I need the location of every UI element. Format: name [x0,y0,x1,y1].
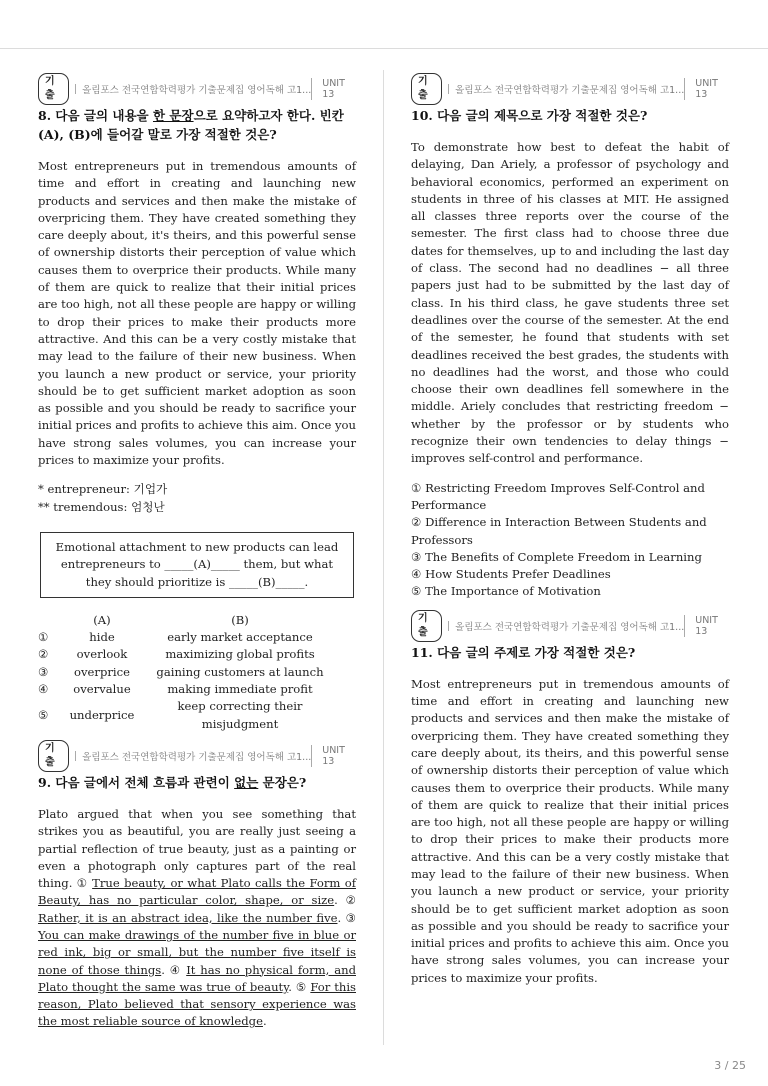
summary-box: Emotional attachment to new products can lead entrepreneurs to _____(A)_____ them, but what they should prioritize is _____(B)_____. [40,532,354,598]
question-title: 9. 다음 글에서 전체 흐름과 관련이 없는 문장은? [38,774,307,790]
page-number: 3 / 25 [714,1059,746,1072]
sentence-1[interactable]: True beauty, or what Plato calls the Form of Beauty, has no particular color, shape, or size [38,876,356,908]
passage: Most entrepreneurs put in tremendous amounts of time and effort in creating and launching new products and services and then make the mistake of overpricing them. They have created something they care deeply about, its theirs, and this powerful sense of ownership distorts their perception of value which causes them to overprice their products. While many of them are quick to realize that their initial prices are too high, not all these people are happy or willing to drop their prices to make their products more attractive. And this can be a very costly mistake that may lead to the failure of their new business. When you launch a new product or service, your priority should be to get sufficient market adoption as soon as possible and you should be ready to sacrifice your initial prices and profits to achieve this aim. Once you have strong sales volumes, you can increase your prices to maximize your profits. [411,676,729,985]
option-row[interactable]: ③ overprice gaining customers at launch [38,664,324,679]
right-column [411,76,729,987]
top-rule [0,48,768,49]
unit-label: UNIT 13 [311,745,356,767]
question-10 [411,76,729,601]
passage: Most entrepreneurs put in tremendous amounts of time and effort in creating and launching new products and services and then make the mistake of overpricing them. They have created something they care deeply about, it's theirs, and this powerful sense of ownership distorts their perception of value which causes them to overprice their products. While many of them are quick to realize that their initial prices are too high, not all these people are happy or willing to drop their prices to make their products more attractive. And this can be a very costly mistake that may lead to the failure of their new business. When you launch a new product or service, your priority should be to get sufficient market adoption as soon as possible and you should be ready to sacrifice your initial prices and profits to achieve this aim. Once you have strong sales volumes, you can increase your prices to maximize your profits. [38,159,356,468]
gichul-badge: 기출 [38,73,69,105]
source-label: 올림포스 전국연합학력평가 기출문제집 영어독해 고1... [82,751,312,763]
sentence-2[interactable]: Rather, it is an abstract idea, like the number five [38,910,338,925]
question-title: 11. 다음 글의 주제로 가장 적절한 것은? [411,644,636,660]
source-label: 올림포스 전국연합학력평가 기출문제집 영어독해 고1... [455,85,685,96]
choice-item[interactable]: ⑤ The Importance of Motivation [411,584,601,599]
footnote: ** tremendous: 엄청난 [38,499,165,514]
question-title: 8. 다음 글의 내용을 한 문장으로 요약하고자 한다. 빈칸 (A), (B)에 들어갈 말로 가장 적절한 것은? [38,108,344,142]
option-row[interactable]: ④ overvalue making immediate profit [38,682,313,697]
unit-label: UNIT 13 [311,78,356,100]
question-tag [38,742,356,768]
sentence-4[interactable]: It has no physical form, and Plato thought the same was true of beauty [38,962,356,994]
question-9 [38,742,356,1031]
unit-label: UNIT 13 [684,615,729,637]
left-column [38,76,356,1031]
unit-label: UNIT 13 [684,78,729,100]
choice-item[interactable]: ② Difference in Interaction Between Students and Professors [411,515,707,547]
question-8 [38,76,356,733]
sentence-3[interactable]: You can make drawings of the number five in blue or red ink, big or small, but the number five itself is none of those things [38,927,356,977]
question-tag [38,76,356,101]
answer-choices [411,480,729,601]
answer-options-table [38,612,338,733]
footnote: * entrepreneur: 기업가 [38,482,168,497]
choice-item[interactable]: ① Restricting Freedom Improves Self-Control and Performance [411,480,705,512]
source-label: 올림포스 전국연합학력평가 기출문제집 영어독해 고1... [455,621,685,633]
question-tag [411,612,729,638]
question-tag [411,76,729,101]
passage: To demonstrate how best to defeat the habit of delaying, Dan Ariely, a professor of psychology and behavioral economics, performed an experiment on students in three of his classes at MIT. He assigned all classes three reports over the course of the semester. The first class had to choose three due dates for themselves, up to and including the last day of class. The second had no deadlines − all three papers just had to be submitted by the last day of class. In his third class, he gave students three set deadlines over the course of the semester. At the end of the semester, he found that students with set deadlines received the best grades, the students with no deadlines had the worst, and those who could choose their own deadlines fell somewhere in the middle. Ariely concludes that restricting freedom − whether by the professor or by students who recognize their own tendencies to delay things − improves self-control and performance. [411,140,729,466]
passage: Plato argued that when you see something that strikes you as beautiful, you are really just seeing a partial reflection of true beauty, just as a painting or even a photograph only captures part of the real thing. ① True beauty, or what Plato calls the Form of Beauty, has no particular color, shape, or size. ② Rather, it is an abstract idea, like the number five. ③ You can make drawings of the number five in blue or red ink, big or small, but the number five itself is none of those things. ④ It has no physical form, and Plato thought the same was true of beauty. ⑤ For this reason, Plato believed that sensory experience was the most reliable source of knowledge. [38,806,356,1029]
footnotes [38,481,356,516]
options-header: (A) (B) [93,612,249,627]
question-11 [411,612,729,987]
sentence-5[interactable]: For this reason, Plato believed that sensory experience was the most reliable source of knowledge [38,979,356,1029]
source-label: 올림포스 전국연합학력평가 기출문제집 영어독해 고1... [82,85,312,96]
column-divider [383,70,384,1045]
choice-item[interactable]: ③ The Benefits of Complete Freedom in Learning [411,549,702,564]
gichul-badge: 기출 [38,740,69,772]
gichul-badge: 기출 [411,73,442,105]
question-title: 10. 다음 글의 제목으로 가장 적절한 것은? [411,108,648,123]
option-row[interactable]: ② overlook maximizing global profits [38,647,315,662]
option-row[interactable]: ① hide early market acceptance [38,630,313,645]
option-row[interactable]: ⑤ underprice keep correcting their misjudgment [38,699,303,731]
choice-item[interactable]: ④ How Students Prefer Deadlines [411,567,611,582]
gichul-badge: 기출 [411,610,442,642]
